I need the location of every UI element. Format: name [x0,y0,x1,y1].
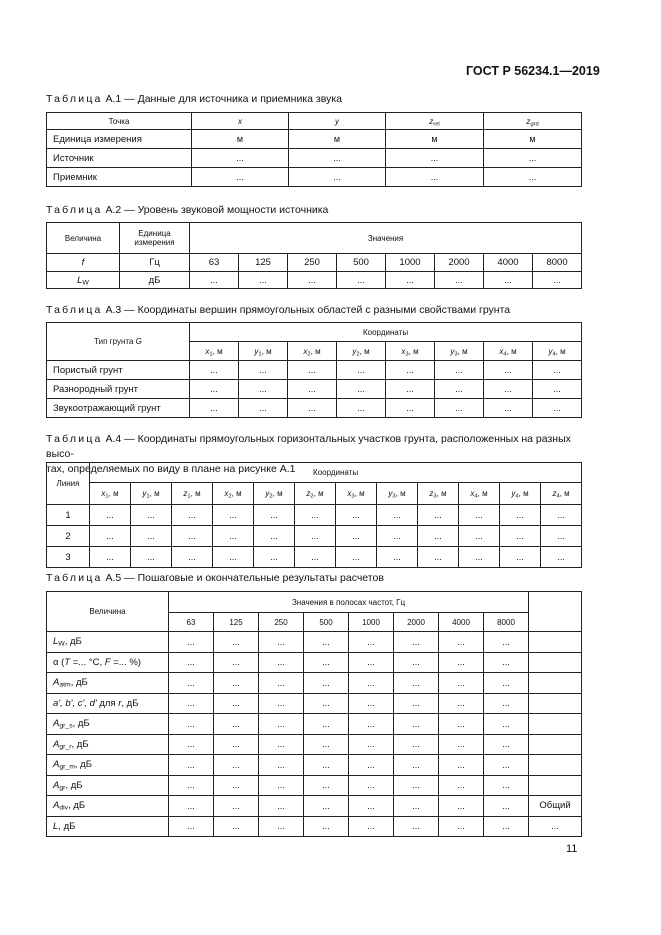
table-row [47,673,582,694]
coordinate-header: $x_1$, м [190,342,239,361]
frequency-cell: 4000 [484,254,533,272]
value-cell: ... [259,714,304,735]
coordinate-header: $x_4$, м [484,342,533,361]
overall-header: Общий [529,796,582,817]
value-cell: ... [169,652,214,673]
value-cell: ... [337,399,386,418]
value-cell: ... [418,505,459,526]
cell: м [484,130,582,149]
value-cell: ... [259,755,304,776]
coordinate-header: $x_3$, м [336,483,377,505]
value-cell: ... [500,526,541,547]
frequency-header: 1000 [349,613,394,632]
value-cell: ... [239,272,288,289]
frequency-cell: 8000 [533,254,582,272]
value-cell: ... [190,380,239,399]
caption-table-word: Таблица [46,572,103,584]
row-label: α (T =... °C, F =... %) [47,652,169,673]
value-cell: ... [259,796,304,817]
caption-table-word: Таблица [46,93,103,105]
coordinate-header: $z_4$, м [541,483,582,505]
value-cell: ... [394,673,439,694]
row-label: $A_{atm}$, дБ [47,673,169,694]
value-cell: ... [172,526,213,547]
table-row [47,399,582,418]
frequency-header: 250 [259,613,304,632]
value-cell: ... [288,399,337,418]
header-coordinates: Координаты [190,323,582,342]
value-cell: ... [435,272,484,289]
coordinate-header: $y_3$, м [435,342,484,361]
value-cell: ... [90,526,131,547]
value-cell: ... [439,652,484,673]
caption-table-word: Таблица [46,433,103,445]
value-cell: ... [394,734,439,755]
value-cell: ... [336,526,377,547]
value-cell: ... [259,693,304,714]
table-row [47,652,582,673]
cell: ... [386,149,484,168]
value-cell: ... [533,272,582,289]
value-cell: ... [386,380,435,399]
value-cell: ... [304,632,349,653]
value-cell: ... [484,755,529,776]
value-cell: ... [439,796,484,817]
value-cell: ... [484,734,529,755]
cell: ... [192,149,289,168]
value-cell: ... [239,361,288,380]
value-cell: ... [394,652,439,673]
value-cell: ... [377,505,418,526]
value-cell: ... [484,673,529,694]
value-cell: ... [541,547,582,568]
frequency-header: 2000 [394,613,439,632]
row-label: $A_{gr\_s}$, дБ [47,714,169,735]
value-cell: ... [435,361,484,380]
coordinate-header: $x_3$, м [386,342,435,361]
frequency-cell: 250 [288,254,337,272]
value-cell: ... [214,714,259,735]
value-cell: ... [169,673,214,694]
value-cell: ... [304,755,349,776]
value-cell: ... [533,361,582,380]
value-cell: ... [349,816,394,837]
row-number: 1 [47,505,90,526]
cell: ... [484,168,582,187]
value-cell: ... [484,796,529,817]
coordinate-header: $y_3$, м [377,483,418,505]
value-cell: ... [172,547,213,568]
row-label: $L_W$ [47,272,120,289]
cell: м [386,130,484,149]
value-cell: ... [295,526,336,547]
caption-text: A.2 — Уровень звуковой мощности источника [105,204,329,216]
value-cell: ... [190,399,239,418]
overall-cell: ... [529,816,582,837]
row-label: Пористый грунт [47,361,190,380]
value-cell: ... [484,652,529,673]
frequency-cell: 2000 [435,254,484,272]
page-number: 11 [566,843,578,855]
overall-cell [529,693,582,714]
header-point: Точка [47,113,192,130]
value-cell: ... [349,755,394,776]
coordinate-header-row [47,483,582,505]
value-cell: ... [214,816,259,837]
header-quantity: Величина [47,223,120,254]
row-label: Единица измерения [47,130,192,149]
caption-text: A.1 — Данные для источника и приемника звука [105,93,342,105]
row-label: $A_{div}$, дБ [47,796,169,817]
overall-cell [529,775,582,796]
table-row [47,380,582,399]
value-cell: ... [349,652,394,673]
value-cell: ... [439,673,484,694]
value-cell: ... [541,526,582,547]
value-cell: ... [259,673,304,694]
overall-cell [529,734,582,755]
cell: ... [192,168,289,187]
value-cell: ... [295,547,336,568]
value-cell: ... [439,775,484,796]
table-a5-caption [46,571,586,586]
value-cell: ... [484,632,529,653]
row-label: Разнородный грунт [47,380,190,399]
value-cell: ... [214,796,259,817]
value-cell: ... [439,693,484,714]
value-cell: ... [254,526,295,547]
header-values: Значения [190,223,582,254]
header-line: Линия [47,463,90,505]
header-blank [529,592,582,632]
value-cell: ... [386,399,435,418]
value-cell: ... [459,547,500,568]
value-cell: ... [484,714,529,735]
frequency-cell: 63 [190,254,239,272]
value-cell: ... [288,380,337,399]
caption-text: A.4 — Координаты прямоугольных горизонтальных участков грунта, расположенных на разных высо- [46,433,571,460]
caption-table-word: Таблица [46,304,103,316]
table-a3-caption [46,303,586,318]
value-cell: ... [349,632,394,653]
caption-text: A.3 — Координаты вершин прямоугольных областей с разными свойствами грунта [105,304,511,316]
value-cell: ... [484,361,533,380]
value-cell: ... [259,632,304,653]
value-cell: ... [131,526,172,547]
value-cell: ... [172,505,213,526]
coordinate-header: $y_2$, м [337,342,386,361]
value-cell: ... [190,272,239,289]
value-cell: ... [239,380,288,399]
coordinate-header: $z_2$, м [295,483,336,505]
value-cell: ... [337,272,386,289]
value-cell: ... [304,796,349,817]
value-cell: ... [259,775,304,796]
row-label: Источник [47,149,192,168]
header-unit: Единица измерения [120,223,190,254]
table-a4 [46,462,582,568]
value-cell: ... [190,361,239,380]
header-quantity: Величина [47,592,169,632]
value-cell: ... [304,775,349,796]
cell: м [289,130,386,149]
value-cell: ... [214,652,259,673]
value-cell: ... [484,775,529,796]
row-label: $A_{gr\_r}$, дБ [47,734,169,755]
value-cell: ... [288,361,337,380]
table-row [47,816,582,837]
header-y: y [289,113,386,130]
value-cell: ... [169,734,214,755]
frequency-cell: 1000 [386,254,435,272]
value-cell: ... [435,399,484,418]
table-row [47,547,582,568]
coordinate-header: $y_4$, м [533,342,582,361]
value-cell: ... [90,547,131,568]
value-cell: ... [439,632,484,653]
value-cell: ... [377,547,418,568]
row-number: 3 [47,547,90,568]
value-cell: ... [337,361,386,380]
value-cell: ... [533,380,582,399]
overall-cell [529,652,582,673]
value-cell: ... [259,652,304,673]
value-cell: ... [484,272,533,289]
header-z-grd: $z_{grd}$ [484,113,582,130]
document-id: ГОСТ Р 56234.1—2019 [466,64,600,78]
value-cell: ... [259,734,304,755]
value-cell: ... [500,547,541,568]
value-cell: ... [394,796,439,817]
cell: ... [484,149,582,168]
header-x: x [192,113,289,130]
header-z-rel: $z_{rel}$ [386,113,484,130]
value-cell: ... [214,734,259,755]
value-cell: ... [386,272,435,289]
table-a1-caption [46,92,586,107]
value-cell: ... [304,816,349,837]
coordinate-header: $y_1$, м [239,342,288,361]
row-label: $A_{gr}$, дБ [47,775,169,796]
value-cell: ... [418,526,459,547]
value-cell: ... [435,380,484,399]
value-cell: ... [169,775,214,796]
value-cell: ... [213,505,254,526]
header-ground-type: Тип грунта G [47,323,190,361]
value-cell: ... [533,399,582,418]
value-cell: ... [484,693,529,714]
table-a2 [46,222,582,289]
value-cell: ... [349,796,394,817]
lw-row [47,272,582,289]
coordinate-header: $y_4$, м [500,483,541,505]
coordinate-header: $y_2$, м [254,483,295,505]
table-a1 [46,112,582,187]
value-cell: ... [349,775,394,796]
caption-table-word: Таблица [46,204,103,216]
header-bands: Значения в полосах частот, Гц [169,592,529,613]
value-cell: ... [500,505,541,526]
coordinate-header: $z_1$, м [172,483,213,505]
table-row [47,775,582,796]
value-cell: ... [394,755,439,776]
value-cell: ... [349,714,394,735]
table-row [47,755,582,776]
value-cell: ... [214,693,259,714]
value-cell: ... [169,796,214,817]
value-cell: ... [394,775,439,796]
value-cell: ... [459,526,500,547]
value-cell: ... [169,693,214,714]
caption-text-line2: тах, определяемых по виду в плане на рисунке A.1 [46,463,296,475]
value-cell: ... [288,272,337,289]
row-label: $A_{gr\_m}$, дБ [47,755,169,776]
row-label: $L_W$, дБ [47,632,169,653]
coordinate-header: $x_4$, м [459,483,500,505]
table-row [47,714,582,735]
row-label: Звукоотражающий грунт [47,399,190,418]
table-a3 [46,322,582,418]
value-cell: ... [349,734,394,755]
table-row [47,526,582,547]
row-label: L, дБ [47,816,169,837]
value-cell: ... [394,714,439,735]
value-cell: ... [213,547,254,568]
value-cell: ... [349,673,394,694]
cell: ... [289,168,386,187]
value-cell: ... [386,361,435,380]
row-label: f [47,254,120,272]
value-cell: ... [295,505,336,526]
value-cell: ... [484,816,529,837]
value-cell: ... [169,632,214,653]
cell: ... [289,149,386,168]
value-cell: ... [336,505,377,526]
value-cell: ... [541,505,582,526]
value-cell: ... [439,734,484,755]
cell: м [192,130,289,149]
overall-cell [529,632,582,653]
value-cell: ... [418,547,459,568]
coordinate-header: $y_1$, м [131,483,172,505]
frequency-row [47,254,582,272]
value-cell: ... [484,380,533,399]
frequency-header: 63 [169,613,214,632]
row-unit: Гц [120,254,190,272]
value-cell: ... [337,380,386,399]
value-cell: ... [239,399,288,418]
row-unit: дБ [120,272,190,289]
table-row [47,734,582,755]
value-cell: ... [349,693,394,714]
frequency-header: 8000 [484,613,529,632]
coordinate-header: $x_1$, м [90,483,131,505]
value-cell: ... [254,505,295,526]
overall-cell [529,755,582,776]
value-cell: ... [259,816,304,837]
coordinate-header: $x_2$, м [213,483,254,505]
value-cell: ... [394,693,439,714]
table-row [47,796,582,817]
value-cell: ... [131,547,172,568]
frequency-header: 4000 [439,613,484,632]
value-cell: ... [169,714,214,735]
coordinate-header: $z_3$, м [418,483,459,505]
value-cell: ... [304,652,349,673]
value-cell: ... [254,547,295,568]
row-label: a', b', c', d' для r, дБ [47,693,169,714]
header-coordinates: Координаты [90,463,582,483]
frequency-cell: 500 [337,254,386,272]
value-cell: ... [304,734,349,755]
value-cell: ... [214,632,259,653]
table-a5 [46,591,582,837]
value-cell: ... [304,673,349,694]
value-cell: ... [214,673,259,694]
value-cell: ... [304,693,349,714]
overall-cell [529,714,582,735]
value-cell: ... [131,505,172,526]
frequency-cell: 125 [239,254,288,272]
cell: ... [386,168,484,187]
value-cell: ... [304,714,349,735]
row-number: 2 [47,526,90,547]
value-cell: ... [439,816,484,837]
overall-cell [529,673,582,694]
value-cell: ... [377,526,418,547]
caption-text: A.5 — Пошаговые и окончательные результаты расчетов [105,572,384,584]
row-label: Приемник [47,168,192,187]
frequency-header: 500 [304,613,349,632]
coordinate-header: $x_2$, м [288,342,337,361]
value-cell: ... [439,755,484,776]
table-row [47,632,582,653]
frequency-header: 125 [214,613,259,632]
table-row [47,505,582,526]
value-cell: ... [394,816,439,837]
value-cell: ... [169,816,214,837]
value-cell: ... [214,755,259,776]
value-cell: ... [394,632,439,653]
value-cell: ... [484,399,533,418]
table-row [47,361,582,380]
value-cell: ... [214,775,259,796]
value-cell: ... [336,547,377,568]
value-cell: ... [459,505,500,526]
table-a2-caption [46,203,586,218]
value-cell: ... [169,755,214,776]
table-row [47,693,582,714]
value-cell: ... [213,526,254,547]
value-cell: ... [439,714,484,735]
value-cell: ... [90,505,131,526]
